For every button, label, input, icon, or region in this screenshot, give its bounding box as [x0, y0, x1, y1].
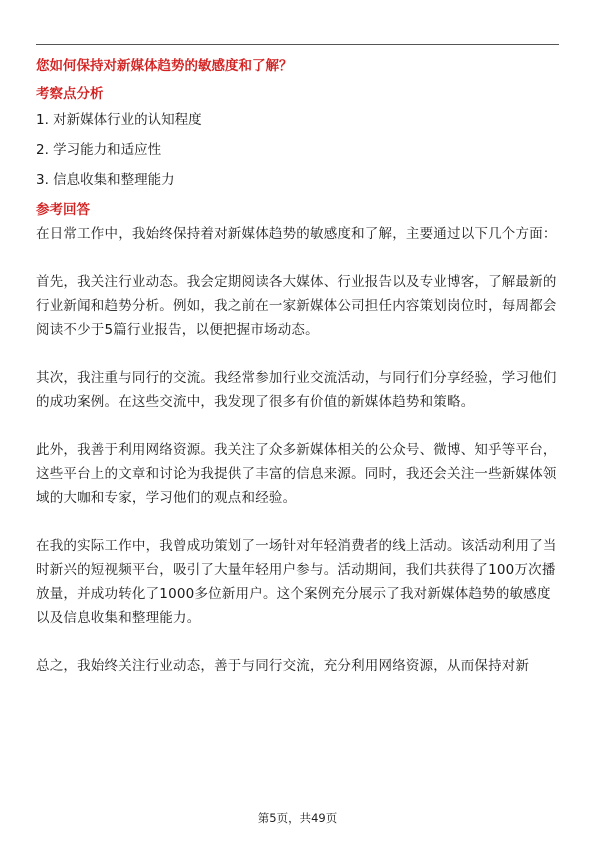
header-divider: [36, 44, 559, 45]
page-content: [36, 56, 559, 678]
question-title: 您如何保持对新媒体趋势的敏感度和了解？: [36, 58, 293, 74]
answer-heading: 参考回答: [36, 202, 90, 218]
analysis-point: 1. 对新媒体行业的认知程度: [36, 112, 202, 128]
answer-body: [36, 222, 559, 678]
answer-paragraph: 其次，我注重与同行的交流。我经常参加行业交流活动，与同行们分享经验，学习他们的成功案例。在这些交流中，我发现了很多有价值的新媒体趋势和策略。: [36, 370, 557, 410]
answer-paragraph: 总之，我始终关注行业动态，善于与同行交流，充分利用网络资源，从而保持对新: [36, 658, 530, 674]
answer-paragraph: 此外，我善于利用网络资源。我关注了众多新媒体相关的公众号、微博、知乎等平台，这些平台上的文章和讨论为我提供了丰富的信息来源。同时，我还会关注一些新媒体领域的大咖和专家，学习他们的观点和经验。: [36, 442, 557, 506]
analysis-point: 3. 信息收集和整理能力: [36, 172, 175, 188]
analysis-point: 2. 学习能力和适应性: [36, 142, 162, 158]
page-number: 第5页，共49页: [257, 811, 338, 825]
analysis-list: [36, 110, 559, 190]
analysis-heading: 考察点分析: [36, 86, 104, 102]
answer-paragraph: 在日常工作中，我始终保持着对新媒体趋势的敏感度和了解，主要通过以下几个方面：: [36, 226, 557, 242]
answer-paragraph: 首先，我关注行业动态。我会定期阅读各大媒体、行业报告以及专业博客，了解最新的行业新闻和趋势分析。例如，我之前在一家新媒体公司担任内容策划岗位时，每周都会阅读不少于5篇行业报告，以便把握市场动态。: [36, 274, 557, 338]
answer-paragraph: 在我的实际工作中，我曾成功策划了一场针对年轻消费者的线上活动。该活动利用了当时新兴的短视频平台，吸引了大量年轻用户参与。活动期间，我们共获得了100万次播放量，并成功转化了1000多位新用户。这个案例充分展示了我对新媒体趋势的敏感度以及信息收集和整理能力。: [36, 538, 557, 626]
